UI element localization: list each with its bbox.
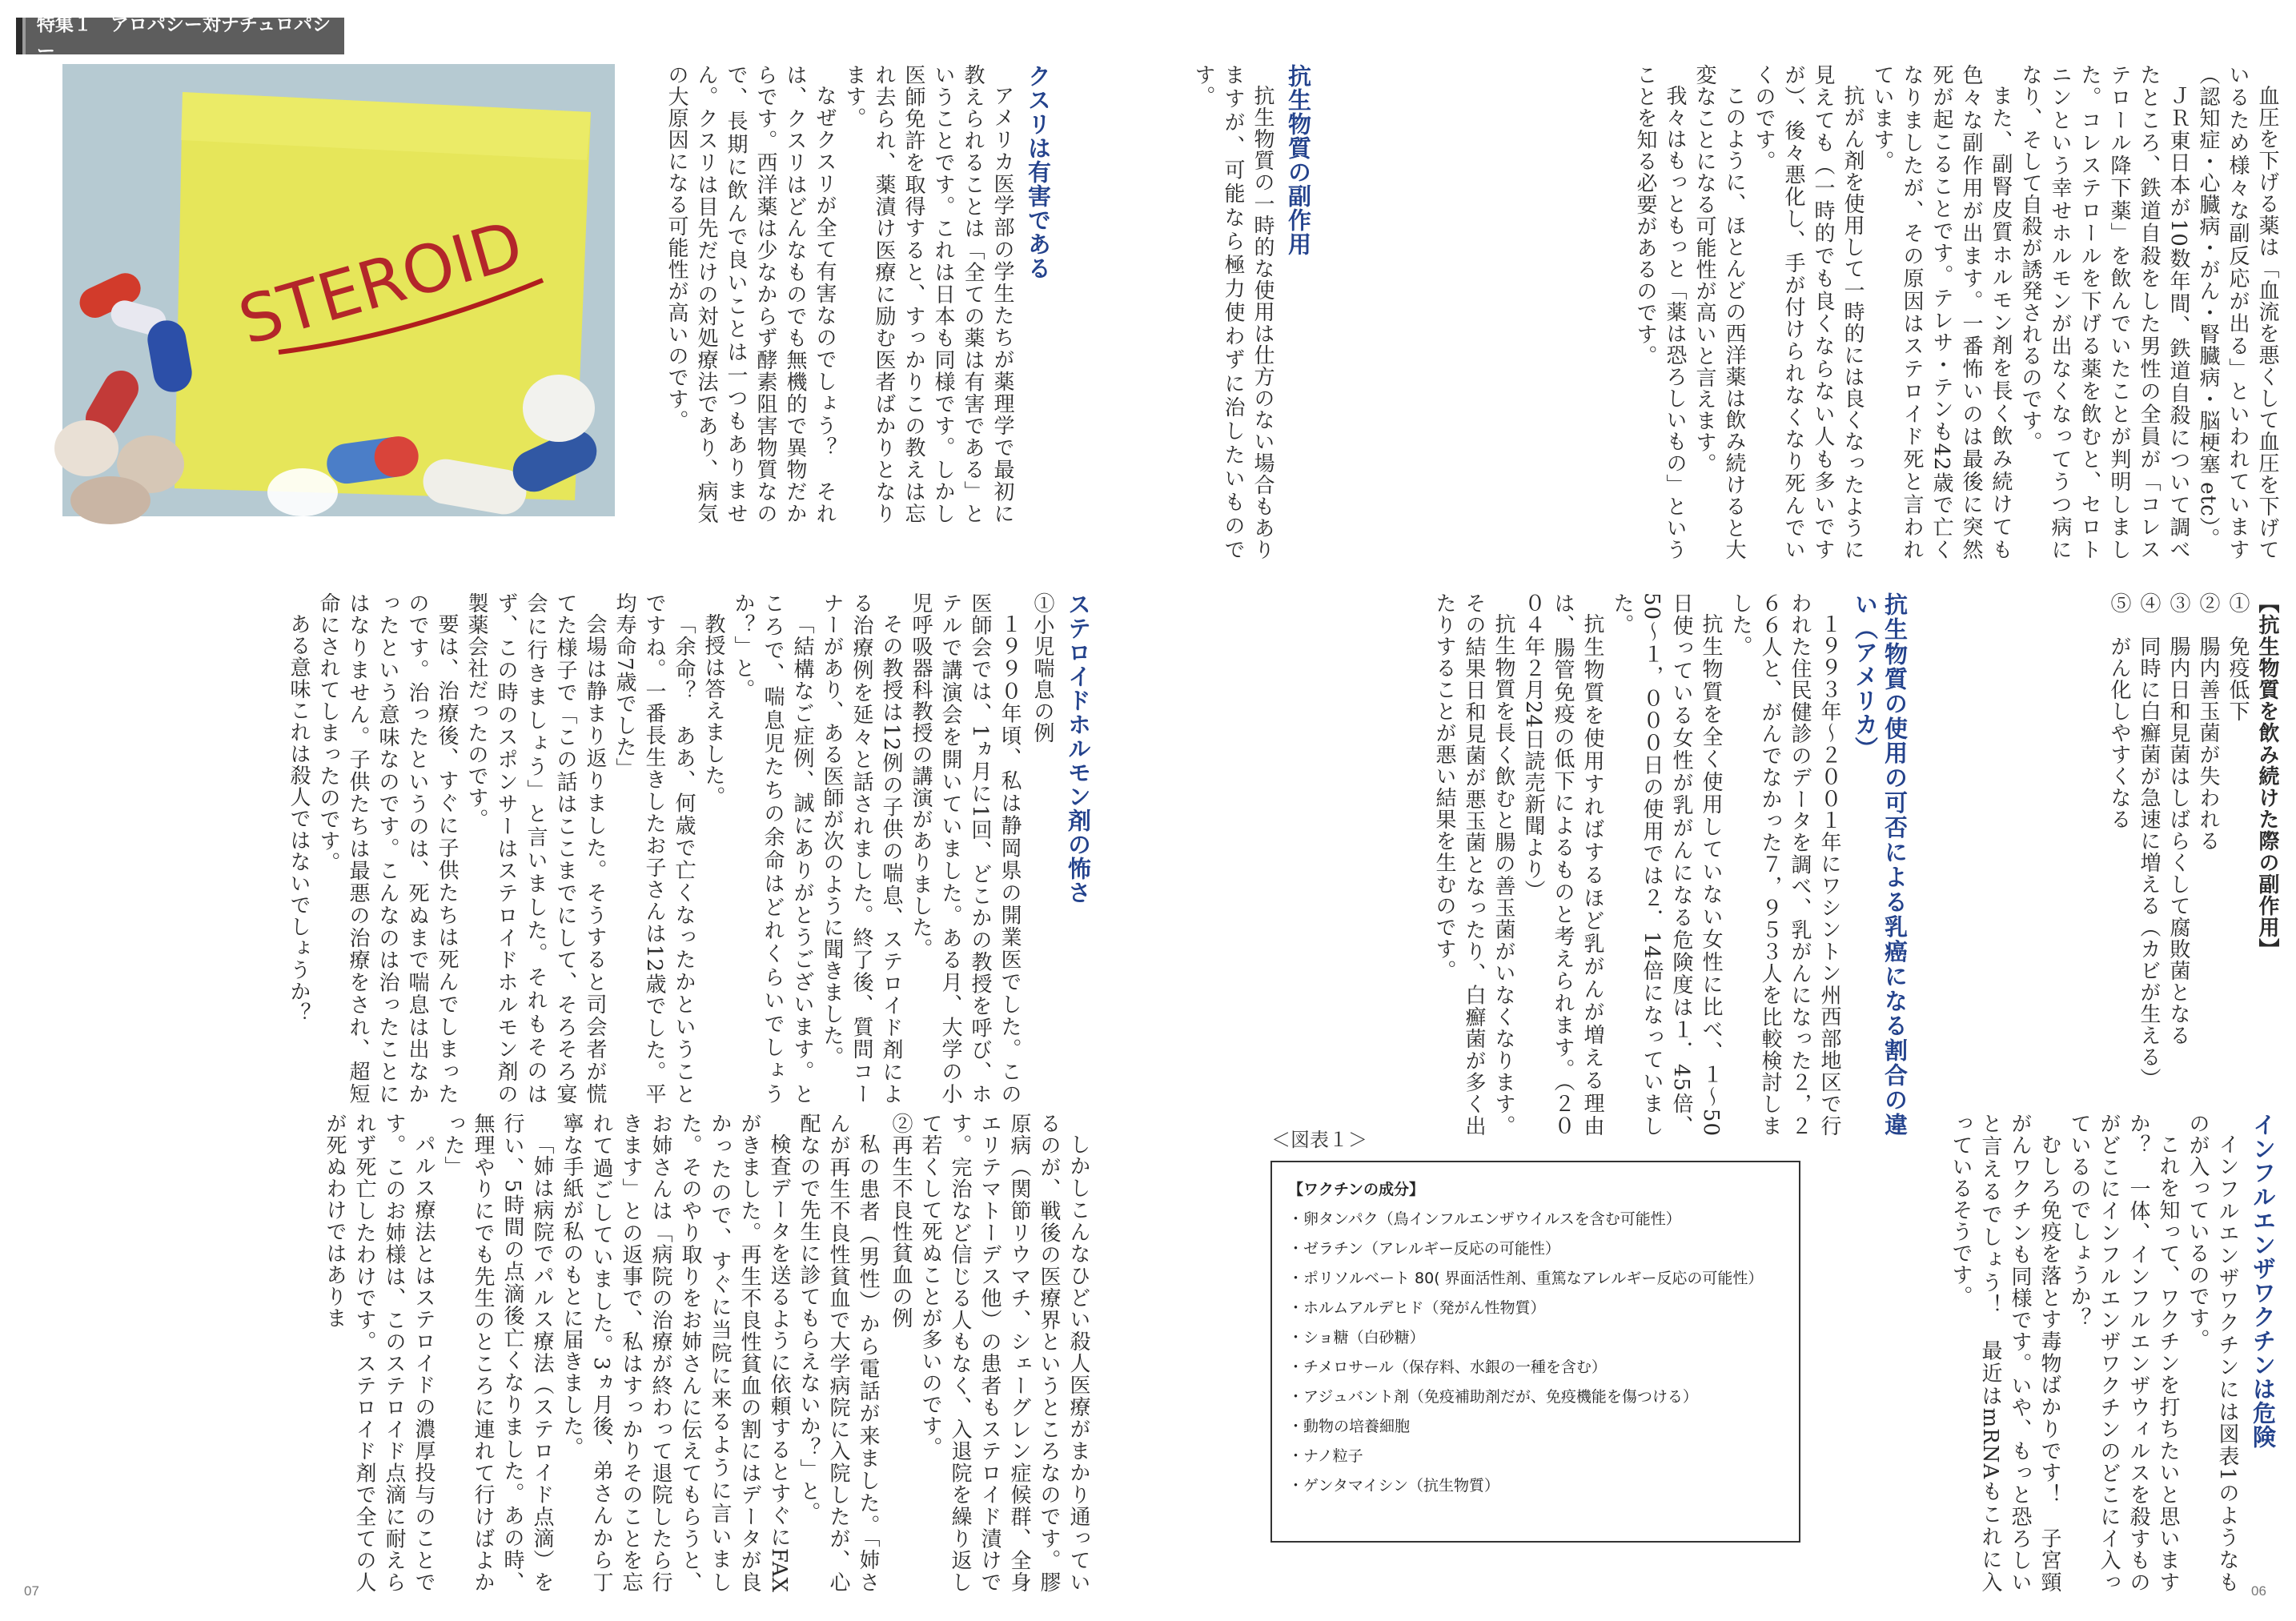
- article-column-drugs-harmful: [632, 64, 1053, 524]
- article-column-influenza: [1869, 1113, 2278, 1593]
- ingredient-item: ・ナノ粒子: [1288, 1447, 1363, 1465]
- paragraph: パルス療法とはステロイドの濃厚投与のことです。このお姉様は、このステロイド点滴に耐えられず死亡したわけです。ステロイド剤で全ての人が死ぬわけではありま: [323, 1113, 436, 1593]
- heading-drugs-harmful: クスリは有害である: [1025, 64, 1052, 280]
- paragraph: 検査データを送るように依頼するとすぐにFAXがきました。再生不良性貧血の割にはデータが良かったので、すぐに当院に来るように言いました。そのやり取りをお姉さんに伝えてもらうと、お姉さんは「病院の治療が終わって退院したら行きます」との返事で、私はすっかりそのことを忘れて過ごしていました。3ヵ月後、弟さんから丁寧な手紙が私のもとに届きました。: [560, 1113, 791, 1593]
- article-column-breast-cancer: [1301, 592, 1909, 1137]
- paragraph: インフルエンザワクチンには図表1のようなものが入っているのです。: [2186, 1113, 2239, 1593]
- page-number-left: 07: [24, 1583, 39, 1599]
- paragraph: むしろ免疫を落とす毒物ばかりです！ 子宮頸がんワクチンも同様です。いや、もっと恐ろしいと言えるでしょう！ 最近はmRNAもこれに入っているそうです。: [1949, 1113, 2061, 1593]
- vaccine-ingredients-box: [1270, 1161, 1800, 1543]
- ingredient-item: ・ゼラチン（アレルギー反応の可能性）: [1288, 1240, 1560, 1258]
- paragraph: 血圧を下げる薬は「血流を悪くして血圧を下げているため様々な副反応が出る」といわれています（認知症・心臓病・がん・腎臓病・脳梗塞 etc）。: [2196, 64, 2279, 560]
- paragraph: 私の患者（男性）から電話が来ました。「姉さんが再生不良性貧血で大学病院に入院したが、心配なので先生に診てもらえないか？」と。: [797, 1113, 880, 1593]
- article-column-aplastic-anemia: [184, 1113, 1093, 1593]
- banner-accent-bar-light: [22, 18, 26, 54]
- steroid-photo-illustration: [62, 64, 615, 516]
- side-effects-heading: 【抗生物質を飲み続けた際の副作用】: [2255, 592, 2279, 960]
- banner-accent-bar: [16, 18, 22, 54]
- paragraph: 「姉は病院でパルス療法（ステロイド点滴）を行い、5時間の点滴後亡くなりました。あの時、無理やりにでも先生のところに連れて行けばよかった」: [441, 1113, 554, 1593]
- list-item: ① 免疫低下: [2226, 592, 2250, 722]
- paragraph: 「結構なご症例、誠にありがとうございます。ところで、喘息児たちの余命はどれくらいでしょうか？」と。: [731, 592, 814, 1105]
- paragraph: 抗生物質を長く飲むと腸の善玉菌がいなくなります。その結果日和見菌が悪玉菌となったり、白癬菌が多く出たりすることが悪い結果を生むのです。: [1432, 592, 1515, 1137]
- subheading-anemia: ②再生不良性貧血の例: [889, 1113, 913, 1329]
- paragraph: 会場は静まり返りました。そうすると司会者が慌てた様子で「この話はここまでにして、そろそろ宴会に行きましょう」と言いました。それもそのはず、この時のスポンサーはステロイドホルモン剤の製薬会社だったのです。: [464, 592, 607, 1105]
- paragraph: 要は、治療後、すぐに子供たちは死んでしまったのです。治ったというのは、死ぬまで喘息は出なかったという意味なのです。こんなのは治ったことにはなりません。子供たちは最悪の治療をされ、超短命にされてしまったのです。: [316, 592, 459, 1105]
- ingredient-item: ・卵タンパク（鳥インフルエンザウイルスを含む可能性）: [1288, 1210, 1681, 1228]
- ingredient-list: [1288, 1205, 1783, 1501]
- heading-influenza-vaccine: インフルエンザワクチンは危険: [2250, 1113, 2277, 1449]
- paragraph: これを知って、ワクチンを打ちたいと思いますか？ 一体、インフルエンザウィルスを殺すものがどこにインフルエンザワクチンのどこにイ入っているのでしょうか？: [2067, 1113, 2180, 1593]
- paragraph: １９９０年頃、私は静岡県の開業医でした。この医師会では、1ヵ月に1回、どこかの教授を呼び、ホテルで講演会を開いていました。ある月、大学の小児呼吸器科教授の講演がありました。: [909, 592, 1022, 1105]
- banner-title: 特集１ アロパシー対ナチュロパシー: [36, 14, 331, 62]
- paragraph: 抗生物質の一時的な使用は仕方のない場合もありますが、可能なら極力使わずに治したいものです。: [1191, 64, 1274, 560]
- side-effects-list: [2081, 592, 2282, 1137]
- steroid-word: STEROID: [231, 207, 532, 360]
- ingredient-item: ・アジュバント剤（免疫補助剤だが、免疫機能を傷つける）: [1288, 1388, 1698, 1406]
- paragraph: 教授は答えました。: [701, 613, 725, 808]
- ingredient-item: ・動物の培養細胞: [1288, 1418, 1411, 1435]
- heading-steroid-hormone: ステロイドホルモン剤の怖さ: [1065, 592, 1092, 905]
- steroid-photo: [62, 64, 615, 516]
- paragraph: 我々はもっともっと「薬は恐ろしいもの」ということを知る必要があるのです。: [1633, 64, 1687, 560]
- figure-caption: ＜図表１＞: [1271, 1129, 1367, 1151]
- paragraph: また、副腎皮質ホルモン剤を長く飲み続けても色々な副作用が出ます。一番怖いのは最後に突然死が起こることです。テレサ・テンも42歳で亡くなりましたが、その原因はステロイド死と言われています。: [1870, 64, 2013, 560]
- section-banner: [16, 14, 344, 62]
- article-column-blood-pressure: [1205, 64, 2282, 560]
- list-item: ③ 腸内日和見菌はしばらくして腐敗菌となる: [2166, 592, 2190, 1046]
- paragraph: なぜクスリが全て有害なのでしょう？ それは、クスリはどんなものでも無機的で異物だからです。西洋薬は少なからず酵素阻害物質なので、長期に飲んで良いことは一つもありません。クスリは目先だけの対処療法であり、病気の大原因になる可能性が高いのです。: [664, 64, 837, 524]
- subheading-asthma: ①小児喘息の例: [1030, 592, 1054, 744]
- ingredient-item: ・ショ糖（白砂糖）: [1288, 1329, 1425, 1346]
- article-column-antibiotics: [1191, 64, 1313, 560]
- paragraph: ＪＲ東日本が10数年間、鉄道自殺について調べたところ、鉄道自殺をした男性の全員が「コレステロール降下薬」を飲んでいたことが判明しました。コレステロールを下げる薬を飲むと、セロトニンという幸せホルモンが出なくなってうつ病になり、そして自殺が誘発されるのです。: [2018, 64, 2190, 560]
- paragraph: このように、ほとんどの西洋薬は飲み続けると大変なことになる可能性が高いと言えます。: [1692, 64, 1746, 560]
- ingredient-item: ・チメロサール（保存料、水銀の一種を含む）: [1288, 1358, 1607, 1376]
- page-number-right: 06: [2251, 1583, 2266, 1599]
- figure-title: 【ワクチンの成分】: [1288, 1181, 1425, 1198]
- list-item: ④ 同時に白癬菌が急速に増える（カビが生える）: [2137, 592, 2161, 1089]
- paragraph: 抗がん剤を使用して一時的には良くなったように見えても（一時的でも良くならない人も多いですが）、後々悪化し、手が付けられなくなり死んでいくのです。: [1752, 64, 1864, 561]
- paragraph: その教授は12例の子供の喘息、ステロイド剤による治療例を延々と話されました。終了後、質問コーナーがあり、ある医師が次のように聞きました。: [820, 592, 903, 1105]
- heading-breast-cancer: 抗生物質の使用の可否による乳癌になる割合の違い（アメリカ）: [1852, 592, 1909, 1138]
- paragraph: しかしこんなひどい殺人医療がまかり通っているのが、戦後の医療界というところなのです。膠原病（関節リウマチ、シェーグレン症候群、全身エリテマトーデス他）の患者もステロイド漬けです。完治など信じる人もなく、入退院を繰り返して若くして死ぬことが多いのです。: [918, 1113, 1090, 1593]
- ingredient-item: ・ポリソルベート 80( 界面活性剤、重篤なアレルギー反応の可能性）: [1288, 1270, 1764, 1287]
- ingredient-item: ・ゲンタマイシン（抗生物質）: [1288, 1477, 1500, 1495]
- list-item: ⑤ がん化しやすくなる: [2107, 592, 2131, 830]
- article-column-steroid: [64, 592, 1093, 1105]
- paragraph: アメリカ医学部の学生たちが薬理学で最初に教えられることは「全ての薬は有害である」ということです。これは日本も同様です。しかし医師免許を取得すると、すっかりこの教えは忘れ去られ、薬漬け医療に励む医者ばかりとなります。: [842, 64, 1014, 524]
- paragraph: 抗生物質を全く使用していない女性に比べ、１～50日使っている女性が乳がんになる危険度は１．45倍、50～１，０００日の使用では２．14倍になっていました。: [1610, 592, 1723, 1137]
- ingredient-item: ・ホルムアルデヒド（発がん性物質）: [1288, 1299, 1546, 1317]
- paragraph: ある意味これは殺人ではないでしょうか？: [287, 613, 311, 1024]
- paragraph: １９９３年～２００１年にワシントン州西部地区で行われた住民健診のデータを調べ、乳がんになった２，２６６人と、がんでなかった７，９５３人を比較検討しました。: [1728, 592, 1841, 1137]
- heading-antibiotic-side-effects: 抗生物質の副作用: [1285, 64, 1312, 256]
- list-item: ② 腸内善玉菌が失われる: [2196, 592, 2220, 852]
- paragraph: 抗生物質を使用すればするほど乳がんが増える理由は、腸管免疫の低下によるものと考えられます。（２００４年２月24日読売新聞より）: [1521, 592, 1604, 1137]
- paragraph: 「余命？ ああ、何歳で亡くなったかということですね。一番長生きしたお子さんは12歳でした。平均寿命7歳でした」: [612, 592, 696, 1105]
